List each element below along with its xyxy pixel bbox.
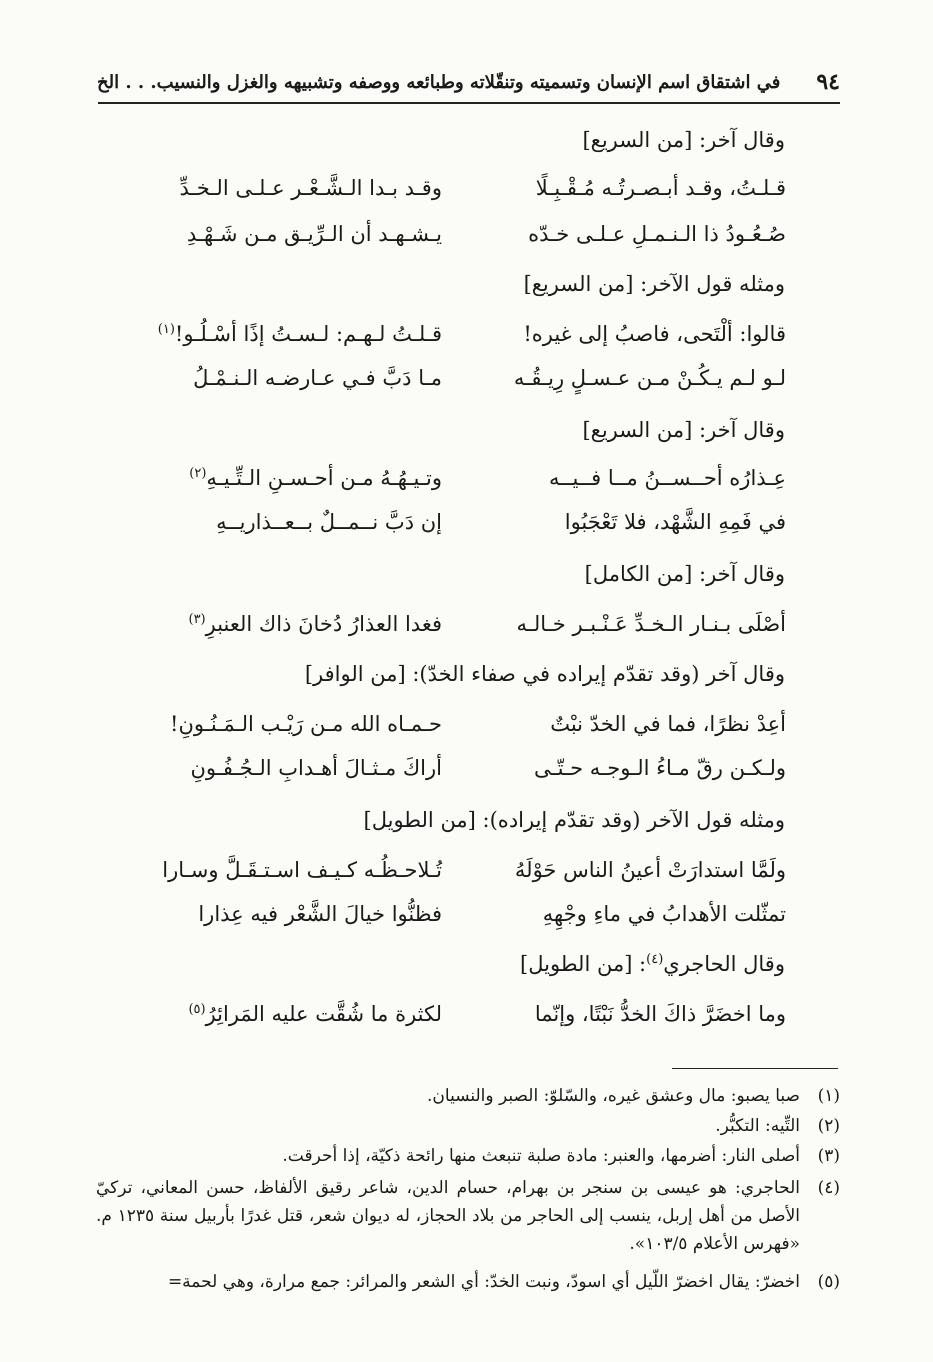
hemistich-text: وتـيـهُـهُ مـن أحـسـنِ الـتِّـيـهِ [206,466,442,490]
first-hemistich: وما اخضَرَّ ذاكَ الخدُّ نَبْتًا، وإنّما [534,1002,786,1026]
verse-line [150,222,786,262]
footnote [96,1174,840,1258]
poem-intro: ومثله قول الآخر (وقد تقدّم إيراده): [من الطويل] [363,808,785,832]
verse-line [150,1002,786,1042]
page-number: ٩٤ [816,69,840,95]
footnote-text: التِّيه: التكبُّر. [715,1116,800,1136]
second-hemistich: فظنُّوا خيالَ الشَّعْر فيه عِذارا [198,902,442,926]
footnote-number: (٢) [817,1116,840,1136]
second-hemistich [189,466,442,490]
verse-line [150,902,786,942]
verse-line [150,466,786,506]
verse-line [150,612,786,652]
hemistich-text: لكثرة ما شُقَّت عليه المَرائِرُ [205,1002,442,1026]
footnote-marker[interactable]: (٢) [189,466,207,481]
verse-line [150,858,786,898]
page-header [98,62,840,104]
first-hemistich: أصْلَى بـنـار الـخـدِّ عَـنْـبـر خـالـه [516,612,786,636]
first-hemistich: أعِدْ نظرًا، فما في الخدّ نبْتٌ [550,712,786,736]
second-hemistich: إن دَبَّ نــمــلٌ بــعــذاريــهِ [216,510,442,534]
first-hemistich: قالوا: ألْتَحى، فاصبُ إلى غيره! [523,322,786,346]
footnote-separator [672,1068,838,1069]
first-hemistich: لـو لـم يـكُـنْ مـن عـسـلٍ رِيـقُـه [513,366,786,390]
footnote-text: أصلى النار: أضرمها، والعنبر: مادة صلبة تنبعث منها رائحة ذكيّة، إذا أحرقت. [282,1146,800,1166]
poem-intro: وقال آخر: [من السريع] [582,418,785,442]
second-hemistich [158,322,442,346]
footnote-number: (١) [817,1086,840,1106]
footnote [96,1112,840,1140]
verse-line [150,322,786,362]
footnote-number: (٤) [817,1178,840,1198]
first-hemistich: في فَمِهِ الشَّهْد، فلا تَعْجَبُوا [564,510,786,534]
verse-line [150,756,786,796]
footnote-marker[interactable]: (٥) [188,1002,206,1017]
verse-line [150,712,786,752]
verse-line [150,176,786,216]
first-hemistich: تمثّلت الأهدابُ في ماءِ وجْهِهِ [542,902,786,926]
footnote-text: الحاجري: هو عيسى بن سنجر بن بهرام، حسام الدين، شاعر رقيق الألفاظ، حسن المعاني، تركيّ الأصل من أهل إربل، ينسب إلى الحاجر من بلاد الحجاز، له ديوان شعر، قتل غدرًا بأربيل سنة ١٢٣٥ م. «فهرس الأعلام ١٠٣/٥». [96,1178,800,1254]
second-hemistich [188,1002,442,1026]
footnote-marker[interactable]: (٣) [188,612,206,627]
second-hemistich [188,612,442,636]
footnote [96,1082,840,1110]
second-hemistich: مـا دَبَّ فـي عـارضـه الـنـمْـلُ [193,366,442,390]
poem-intro: ومثله قول الآخر: [من السريع] [523,272,785,296]
footnote-text: اخضرّ: يقال اخضرّ اللّيل أي اسودّ، ونبت الخدّ: أي الشعر والمرائر: جمع مرارة، وهي لحمة= [167,1272,800,1292]
footnote-marker[interactable]: (١) [157,322,175,337]
footnote [96,1268,840,1296]
second-hemistich: أراكَ مـثـالَ أهـدابِ الـجُـفُـونِ [190,756,442,780]
poem-intro: وقال آخر: [من السريع] [582,128,785,152]
poem-intro [520,952,785,976]
running-title: في اشتقاق اسم الإنسان وتسميته وتنقّلاته وطبائعه ووصفه وتشبيهه والغزل والنسيب. . . الخ [96,71,781,93]
second-hemistich: يـشـهـد أن الـرِّيـق مـن شَـهْـدِ [186,222,442,246]
second-hemistich: تُـلاحـظُـه كـيـف اسـتـقَـلَّ وسـارا [162,858,442,882]
second-hemistich: وقـد بـدا الـشَّـعْـر عـلـى الـخـدِّ [179,176,442,200]
footnote-number: (٥) [817,1272,840,1292]
first-hemistich: صُـعُـودُ ذا الـنـمـلِ عـلـى خـدّه [528,222,786,246]
poem-intro: وقال آخر: [من الكامل] [584,562,785,586]
first-hemistich: ولـكـن رقّ مـاءُ الـوجـه حـتّـى [534,756,786,780]
intro-meter: : [من الطويل] [520,952,647,976]
second-hemistich: حـمـاه الله مـن رَيْـب الـمَـنُـونِ! [170,712,442,736]
footnote-marker[interactable]: (٤) [646,952,664,967]
first-hemistich: عِـذارُه أحــســنُ مــا فــيــه [548,466,786,490]
verse-line [150,510,786,550]
hemistich-text: فغدا العذارُ دُخانَ ذاك العنبرِ [205,612,442,636]
intro-text: وقال الحاجري [663,952,785,976]
footnote-number: (٣) [817,1146,840,1166]
footnote-text: صبا يصبو: مال وعشق غيره، والسّلوّ: الصبر والنسيان. [427,1086,800,1106]
footnote [96,1142,840,1170]
hemistich-text: قـلـتُ لـهـم: لـسـتُ إذًا أسْـلُـو! [174,322,442,346]
first-hemistich: ولَمَّا استدارَتْ أعينُ الناس حَوْلَهُ [514,858,786,882]
verse-line [150,366,786,406]
poem-intro: وقال آخر (وقد تقدّم إيراده في صفاء الخدّ): [من الوافر] [304,662,785,686]
first-hemistich: قـلـتُ، وقـد أبـصـرتُـه مُـقْـبِـلًا [535,176,786,200]
